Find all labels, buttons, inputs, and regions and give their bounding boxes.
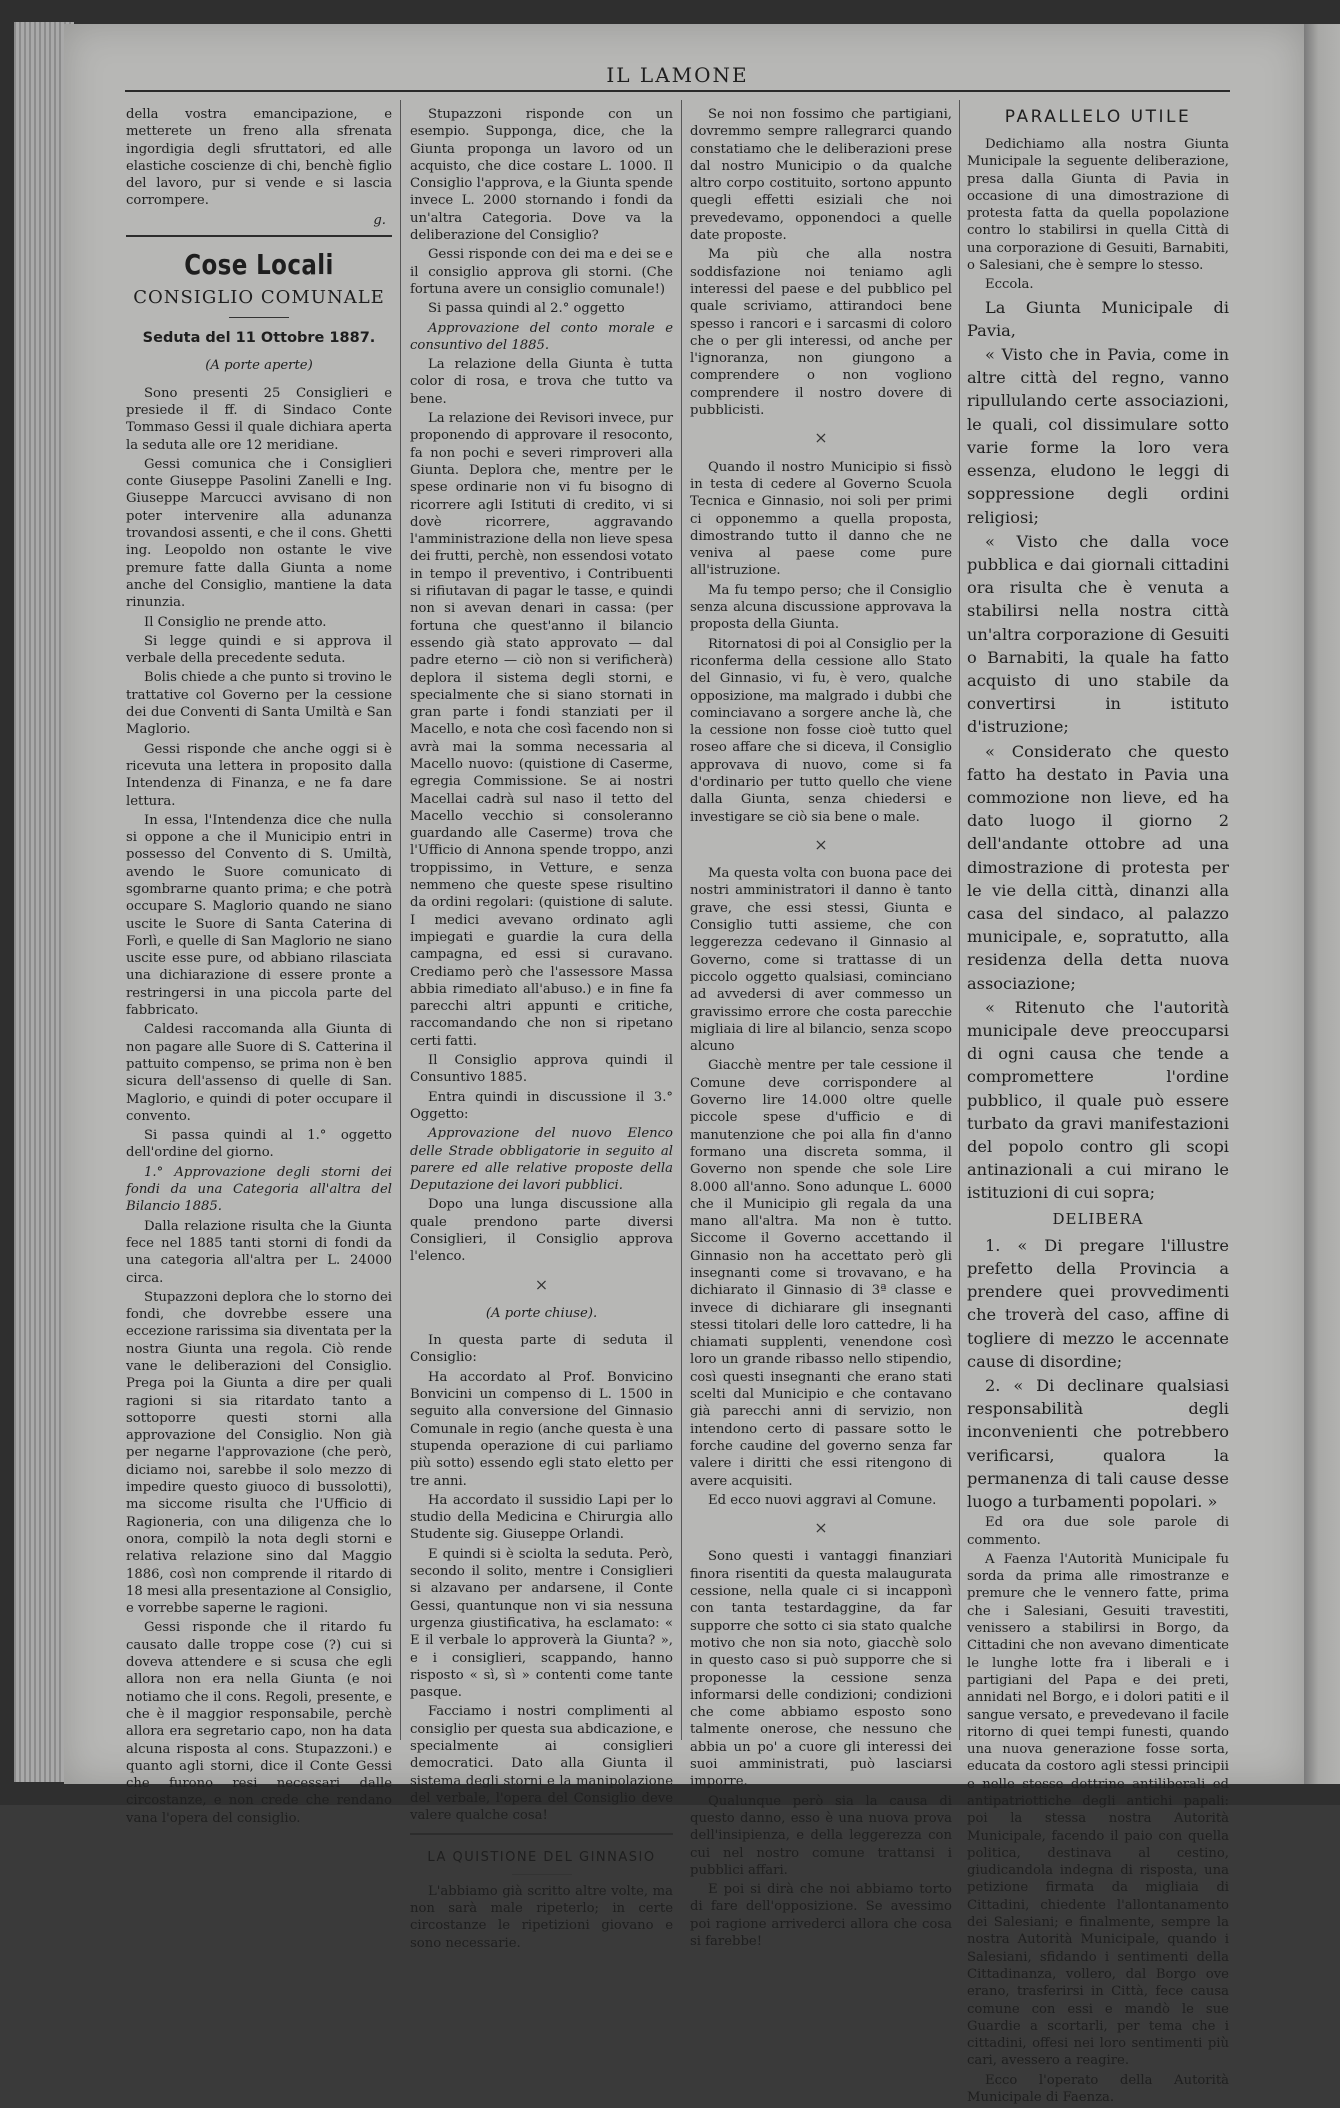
session-date: Seduta del 11 Ottobre 1887. [142, 330, 376, 347]
article-paragraph: Dalla relazione risulta che la Giunta fece nel 1885 tanti storni di fondi da una categoria all'altra per L. 24000 circa. [126, 1218, 392, 1286]
article-paragraph: Entra quindi in discussione il 3.° Oggetto: [410, 1089, 673, 1122]
article-paragraph: Sono presenti 25 Consiglieri e presiede il ff. di Sindaco Conte Tommaso Gessi il quale dichiara aperta la seduta alle ore 12 meridiane. [126, 385, 392, 453]
deliberation-paragraph: « Ritenuto che l'autorità municipale deve preoccuparsi di ogni causa che tende a compromettere l'ordine pubblico, il quale può essere turbato da gravi manifestazioni del popolo contro gli scopi antinazionali a cui mirano le istituzioni di cui sopra; [967, 997, 1229, 1203]
article-paragraph: Facciamo i nostri complimenti al consiglio per questa sua abdicazione, e specialmente ai consiglieri democratici. Dato alla Giunta il sistema degli storni e la manipolazione del verbale, l'opera del Consiglio deve valere qualche cosa! [410, 1704, 673, 1824]
article-paragraph: Gessi risponde che il ritardo fu causato dalle troppe cose (?) cui si doveva attendere e si scusa che egli allora non era nella Giunta (e noi notiamo che il cons. Regoli, presente, e che è il maggior responsabile, perchè allora era segretario capo, non ha data alcuna risposta al cons. Stupazzoni.) e quanto agli storni, dice il Conte Gessi che furono resi necessari dalle circostanze, e non crede che rendano vana l'opera del consiglio. [126, 1620, 392, 1826]
article-paragraph: In essa, l'Intendenza dice che nulla si oppone a che il Municipio entri in possesso del Convento di S. Umiltà, avendo le Suore comunicato di sgombrarne quanto prima; e che potrà occupare S. Maglorio quando ne siano uscite le Suore di Santa Caterina di Forlì, e quelle di San Maglorio ne siano uscite esse pure, od abbiano rilasciata una dichiarazione di essere pronte a restringersi in una piccola parte del fabbricato. [126, 812, 392, 1019]
column-divider [681, 100, 682, 1740]
article-paragraph: Si passa quindi al 1.° oggetto dell'ordine del giorno. [126, 1128, 392, 1161]
article-paragraph: Giacchè mentre per tale cessione il Comune deve corrispondere al Governo lire 14.000 oltre quelle piccole spese d'ufficio e di manutenzione che poi alla fin d'anno formano una discreta somma, il Governo non spende che sole Lire 8.000 all'anno. Sono adunque L. 6000 che il Municipio gli regala da una mano all'altra. Ma non è tutto. Siccome il Governo accettando il Ginnasio non ha accettato però gli insegnanti come si trovavano, e ha dichiarato il Ginnasio di 3ª classe e invece di dichiarare gli insegnanti stessi titolari delle loro cattedre, li ha chiamati supplenti, venendone così loro un grande ribasso nello stipendio, così questi insegnanti che erano stati scelti dal Municipio e che contavano già parecchi anni di servizio, non intendono certo di passare sotto le forche caudine del governo senza far valere i diritti che essi ritengono di avere acquisiti. [690, 1058, 952, 1489]
article-paragraph: Si legge quindi e si approva il verbale della precedente seduta. [126, 633, 392, 667]
box-title: LA QUISTIONE DEL GINNASIO [427, 1849, 656, 1865]
article-paragraph: La relazione dei Revisori invece, pur proponendo di approvare il resoconto, fa non pochi e severi rimproveri alla Giunta. Deplora che, mentre per le spese ordinarie non vi fu bisogno di ricorrere agli Istituti di credito, vi si dovè ricorrere, aggravando l'amministrazione della non lieve spesa dei frutti, perchè, non essendosi votato in tempo il preventivo, i Contribuenti si rifiutavan di pagar le tasse, e quindi non si avevan denari in cassa: (per fortuna che quest'anno il bilancio essendo già stato approvato — dal padre eterno — ciò non si verificherà) deplora il sistema degli storni, e specialmente che si siano stornati in gran parte i fondi stanziati per il Macello, e nota che così facendo non si avrà mai la somma necessaria al Macello nuovo: (quistione di Caserme, egregia Commissione. Se ai nostri Macellai cadrà sul naso il tetto del Macello vecchio si consoleranno guardando alle Caserme) trova che l'Ufficio di Annona spende troppo, anzi troppissimo, in Vetture, e senza nemmeno che queste spese risultino da ordini regolari: (quistione di salute. I medici avevano ordinato agli impiegati e guardie la cura della campagna, ed essi si curavano. Crediamo però che l'assessore Massa abbia rimediato all'abuso.) e in fine fa parecchi altri appunti e critiche, raccomandando che non si ripetano certi fatti. [410, 411, 673, 1049]
column-2 [410, 106, 673, 1954]
article-paragraph: Caldesi raccomanda alla Giunta di non pagare alle Suore di S. Catterina il pattuito compenso, se prima non è ben sicura dell'assenso di quelle di San. Maglorio, e quindi di poter occupare il convento. [126, 1022, 392, 1124]
section-subtitle: CONSIGLIO COMUNALE [133, 287, 385, 309]
article-paragraph: Gessi comunica che i Consiglieri conte Giuseppe Pasolini Zanelli e Ing. Giuseppe Marcucci avvisano di non poter intervenire alla adunanza trovandosi assenti, e che il cons. Ghetti ing. Leopoldo non ostante le vive premure fatte dalla Giunta a nome anche del Consiglio, mantiene la data rinunzia. [126, 456, 392, 611]
article-paragraph: Ha accordato il sussidio Lapi per lo studio della Medicina e Chirurgia allo Studente sig. Giuseppe Orlandi. [410, 1492, 673, 1543]
short-rule [512, 1874, 572, 1875]
article-paragraph: Stupazzoni risponde con un esempio. Supponga, dice, che la Giunta proponga un lavoro od un acquisto, che dice costare L. 1000. Il Consiglio l'approva, e la Giunta spende invece L. 2000 stornando i fondi da un'altra Categoria. Dove va la deliberazione del Consiglio? [410, 107, 673, 244]
article-paragraph: In questa parte di seduta il Consiglio: [410, 1333, 673, 1366]
article-paragraph: E quindi si è sciolta la seduta. Però, secondo il solito, mentre i Consiglieri si alzavano per andarsene, il Conte Gessi, quantunque non vi sia nessuna urgenza giustificativa, ha esclamato: « E il verbale lo approverà la Giunta? », e i consiglieri, scappando, hanno risposto « sì, sì » contenti come tante pasque. [410, 1546, 673, 1701]
column-divider [400, 100, 401, 1740]
article-title: PARALLELO UTILE [1004, 107, 1192, 127]
article-paragraph: Ecco l'operato della Autorità Municipale di Faenza. [967, 2072, 1229, 2106]
delibera-heading: DELIBERA [1052, 1209, 1144, 1228]
column-divider [959, 100, 960, 1740]
agenda-item: Approvazione del conto morale e consuntivo del 1885. [410, 320, 673, 353]
ginnasio-box [410, 1833, 673, 1952]
article-paragraph: Si passa quindi al 2.° oggetto [428, 301, 625, 317]
article-paragraph: Ha accordato al Prof. Bonvicino Bonvicini un compenso di L. 1500 in seguito alla conversione del Ginnasio Comunale in regio (anche questa è una stupenda operazione di cui parliamo più sotto) essendo egli stato eletto per tre anni. [410, 1369, 673, 1489]
article-paragraph: Ma questa volta con buona pace dei nostri amministratori il danno è tanto grave, che essi stessi, Giunta e Consiglio tutti assieme, che con leggerezza cedevano il Ginnasio al Governo, come si trattasse di un piccolo oggetto qualsiasi, cominciano ad avvedersi di aver commesso un gravissimo errore che costa parecchie migliaia di lire al bilancio, senza scopo alcuno [690, 866, 952, 1055]
deliberation-paragraph: La Giunta Municipale di Pavia, [967, 297, 1229, 340]
separator-cross: × [534, 1274, 549, 1294]
pavia-deliberation [967, 296, 1229, 1514]
short-rule [229, 317, 289, 318]
deliberation-paragraph: « Visto che dalla voce pubblica e dai giornali cittadini ora risulta che è venuta a stabilirsi nella nostra città un'altra corporazione di Gesuiti o Barnabiti, la quale ha fatto acquisto di uno stabile da convertirsi in istituto d'istruzione; [967, 531, 1229, 737]
section-rule [126, 235, 392, 237]
article-paragraph: Ma fu tempo perso; che il Consiglio senza alcuna discussione approvava la proposta della Giunta. [690, 582, 952, 633]
article-paragraph: Il Consiglio approva quindi il Consuntivo 1885. [410, 1053, 673, 1086]
deliberation-paragraph: « Visto che in Pavia, come in altre città del regno, vanno ripullulando certe associazioni, le quali, col dissimulare sotto varie forme la loro vera essenza, eludono le leggi di soppressione degli ordini religiosi; [967, 345, 1229, 527]
column-4 [967, 106, 1229, 2108]
article-paragraph: Sono questi i vantaggi finanziari finora risentiti da questa malaugurata cessione, nella quale ci si incapponì con tanta testardaggine, da far supporre che sotto ci sia stato qualche motivo che non sia noto, giacchè solo in questo caso si può supporre che si proponesse la cessione senza informarsi delle condizioni; condizioni che come abbiamo esposto sono talmente onerose, che nessuno che abbia un po' a cuore gli interessi dei suoi amministrati, può lasciarsi imporre. [690, 1549, 952, 1790]
article-paragraph: Qualunque però sia la causa di questo danno, esso è una nuova prova dell'insipienza, e della leggerezza con cui nel nostro comune trattansi i pubblici affari. [690, 1793, 952, 1878]
article-paragraph: Quando il nostro Municipio si fissò in testa di cedere al Governo Scuola Tecnica e Ginnasio, noi soli per primi ci opponemmo a quella proposta, dimostrando tutto il danno che ne veniva al paese come pure all'istruzione. [690, 459, 952, 579]
agenda-item: Approvazione del nuovo Elenco delle Strade obbligatorie in seguito al parere ed alle relative proposte della Deputazione dei lavori pubblici. [410, 1126, 673, 1194]
separator-cross: × [814, 1518, 828, 1538]
separator-cross: × [814, 834, 828, 854]
article-paragraph: Il Consiglio ne prende atto. [144, 614, 327, 630]
article-paragraph: Dedichiamo alla nostra Giunta Municipale la seguente deliberazione, presa dalla Giunta di Pavia in occasione di una dimostrazione di protesta fatta da quella popolazione contro lo stabilirsi in quella Città di una corporazione di Gesuiti, Barnabiti, o Salesiani, che è sempre lo stesso. [967, 137, 1229, 274]
agenda-item: 1.° Approvazione degli storni dei fondi da una Categoria all'altra del Bilancio 1885. [126, 1164, 392, 1215]
next-page-sliver [1304, 24, 1340, 1784]
article-paragraph: Se noi non fossimo che partigiani, dovremmo sempre rallegrarci quando constatiamo che le deliberazioni prese dal nostro Municipio o da qualche altro corpo costituito, sortono appunto quegli effetti esiziali che noi prevedevamo, opponendoci a quelle date proposte. [690, 107, 952, 244]
signature: g. [373, 212, 386, 228]
article-paragraph: Dopo una lunga discussione alla quale prendono parte diversi Consiglieri, il Consiglio approva l'elenco. [410, 1197, 673, 1265]
session-mode: (A porte chiuse). [485, 1305, 598, 1321]
article-paragraph: L'abbiamo già scritto altre volte, ma non sarà male ripeterlo; in certe circostanze le ripetizioni giovano e sono necessarie. [410, 1883, 673, 1951]
section-title: Cose Locali [184, 248, 334, 282]
article-paragraph: Bolis chiede a che punto si trovino le trattative col Governo per la cessione dei due Conventi di Santa Umiltà e San Maglorio. [126, 670, 392, 738]
article-paragraph: Stupazzoni deplora che lo storno dei fondi, che dovrebbe essere una eccezione rarissima sia diventata per la nostra Giunta una regola. Ciò rende vane le deliberazioni del Consiglio. Prega poi la Giunta a dire per quali ragioni si sia ritardato tanto a sottoporre questi storni alla approvazione del Consiglio. Non già per negarne l'approvazione (che però, diciamo noi, sarebbe il solo mezzo di impedire questo giuoco di bussolotti), ma siccome risulta che l'Ufficio di Ragioneria, con una diligenza che lo onora, compilò la nota degli storni e relativa relazione sino dal Maggio 1886, così non comprende il ritardo di 18 mesi alla presentazione al Consiglio, e vorrebbe saperne le ragioni. [126, 1289, 392, 1617]
deliberation-paragraph: 1. « Di pregare l'illustre prefetto della Provincia a prendere quei provvedimenti che troverà del caso, affine di togliere di mezzo le accennate cause di disordine; [967, 1235, 1229, 1371]
article-paragraph: Ritornatosi di poi al Consiglio per la riconferma della cessione allo Stato del Ginnasio, vi fu, è vero, qualche opposizione, ma malgrado i dubbi che cominciavano a sorgere anche là, che la cessione non fosse cioè tutto quel roseo affare che si diceva, il Consiglio approvava di nuovo, come si fa d'ordinario per tutto quello che viene dalla Giunta, senza chiedersi e investigare se ciò sia bene o male. [690, 636, 952, 825]
article-paragraph: Gessi risponde con dei ma e dei se e il consiglio approva gli storni. (Che fortuna avere un consiglio comunale!) [410, 247, 673, 297]
deliberation-paragraph: 2. « Di declinare qualsiasi responsabilità degli inconvenienti che potrebbero verificarsi, qualora la permanenza di tali cause desse luogo a turbamenti popolari. » [967, 1376, 1229, 1512]
article-paragraph: Ed ora due sole parole di commento. [967, 1515, 1229, 1548]
article-paragraph: Ma più che alla nostra soddisfazione noi teniamo agli interessi del paese e del pubblico pel quale scriviamo, attirandoci bene spesso i rancori e i sarcasmi di coloro che o per gli interessi, od anche per l'ignoranza, non giungono a comprendere o non vogliono comprendere il nostro dovere di pubblicisti. [690, 247, 952, 419]
article-paragraph: La relazione della Giunta è tutta color di rosa, e trova che tutto va bene. [410, 357, 673, 407]
deliberation-paragraph: « Considerato che questo fatto ha destato in Pavia una commozione non lieve, ed ha dato luogo il giorno 2 dell'andante ottobre ad una dimostrazione di protesta per le vie della città, dinanzi alla casa del sindaco, al palazzo municipale, e, sopratutto, alla residenza della detta nuova associazione; [967, 741, 1229, 993]
article-paragraph: Ed ecco nuovi aggravi al Comune. [708, 1492, 937, 1508]
column-1 [126, 106, 392, 1829]
article-paragraph: E poi si dirà che noi abbiamo torto di fare dell'opposizione. Se avessimo poi ragione arrivederci allora che cosa si farebbe! [690, 1882, 952, 1949]
session-mode: (A porte aperte) [205, 358, 313, 374]
masthead-rule [125, 90, 1230, 92]
article-text: della vostra emancipazione, e metterete un freno alla sfrenata ingordigia degli sfruttatori, ed alle elastiche coscienze di chi, benchè figlio del lavoro, pur si vende e si lascia corrompere. [126, 107, 392, 209]
masthead-title: IL LAMONE [606, 63, 749, 87]
article-paragraph: Gessi risponde che anche oggi si è ricevuta una lettera in proposito dalla Intendenza di Finanza, e ne fa dare lettura. [126, 741, 392, 809]
column-3 [690, 106, 952, 1952]
article-paragraph: A Faenza l'Autorità Municipale fu sorda da prima alle rimostranze e premure che le vennero fatte, prima che i Salesiani, Gesuiti travestiti, venissero a stabilirsi in Borgo, da Cittadini che non avevano dimenticate le lunghe lotte fra i liberali e i partigiani del Papa e dei preti, annidati nel Borgo, e i dolori patiti e il sangue versato, e prevedevano il facile ritorno di quei tempi funesti, quando una nuova generazione fosse sorta, educata da costoro agli stessi principii e nelle stesse dottrine antiliberali ed antipatriottiche degli antichi papali: poi la stessa nostra Autorità Municipale, facendo il paio con quella politica, destinava al cestino, giudicandola indegna di risposta, una petizione firmata da migliaia di Cittadini, chiedente l'allontanamento dei Salesiani; e finalmente, sempre la nostra Autorità Municipale, quando i Salesiani, sfidando i sentimenti della Cittadinanza, vollero, dal Borgo ove erano, trasferirsi in Città, fece causa comune con essi e mandò le sue Guardie a scortarli, per tema che i cittadini, offesi nei loro sentimenti più cari, avessero a reagire. [967, 1551, 1229, 2069]
masthead [125, 56, 1230, 94]
separator-cross: × [814, 428, 828, 448]
article-paragraph: Eccola. [985, 277, 1034, 293]
